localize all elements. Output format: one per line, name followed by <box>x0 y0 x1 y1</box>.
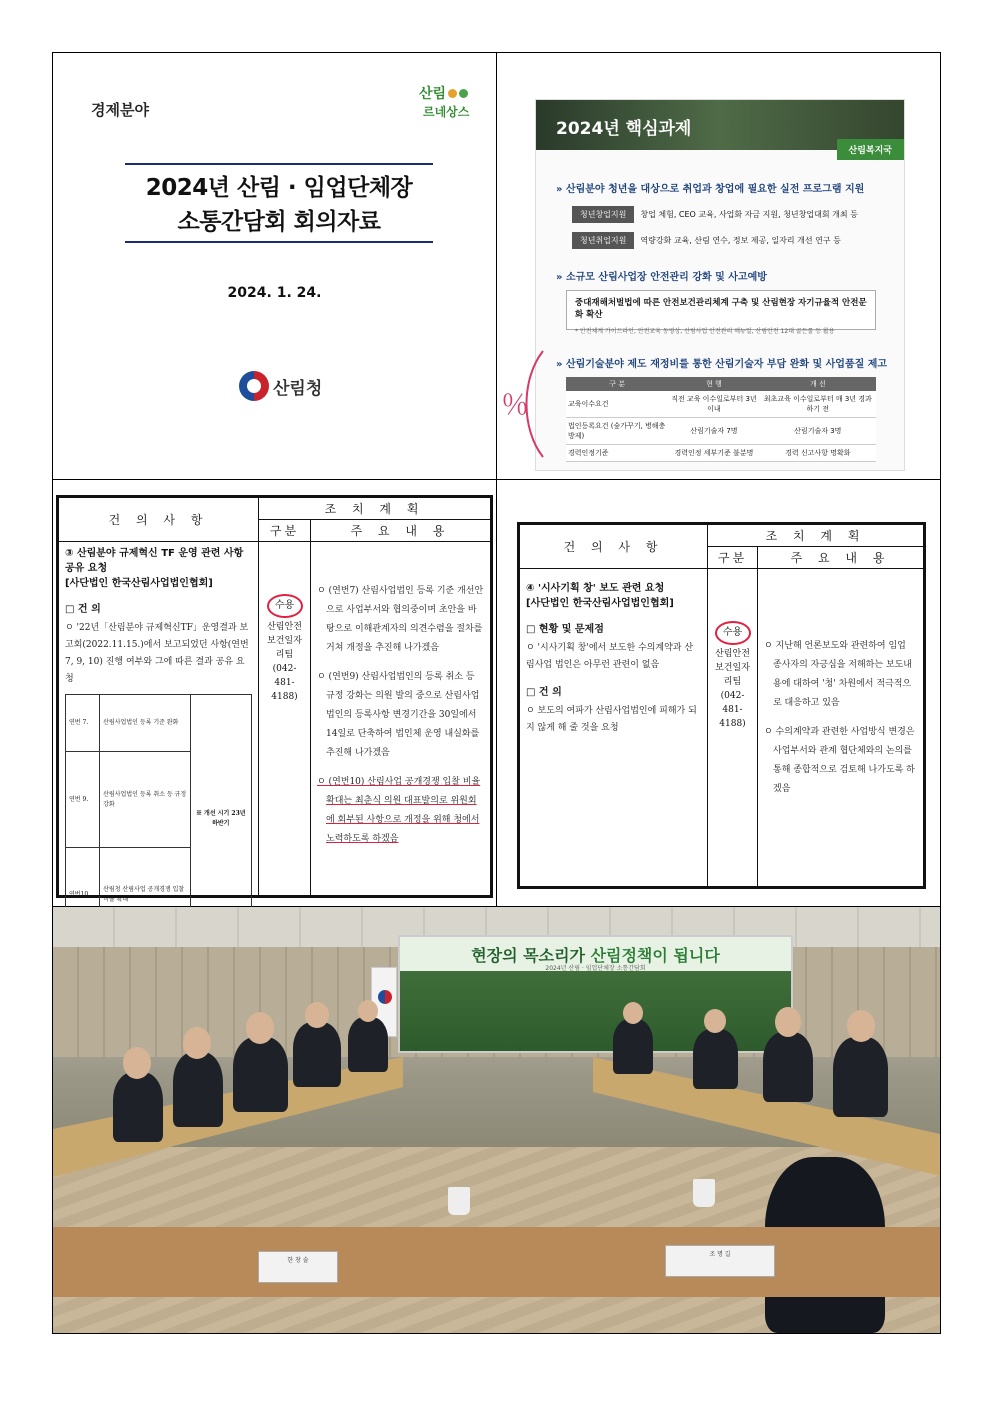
proposal-table-4: 건 의 사 항 조 치 계 획 구분 주 요 내 용 ④ '시사기획 창' 보도 관련 요청 [사단법인 한국산림사업법인협회] □ 현황 및 문제점 ㅇ '시사기획 창'에서 보도한 수의계약과 산림사업 법인은 아무런 관련이 없음 □ 건 의 ㅇ 보도의 여파가 산림사업법인에 피해가 되지 않게 해 줄 것을 요청 수용 산림안전보건일자리팀 (042-481-4188) ㅇ 지난해 언론보도와 관련하여 임업 종사자의 자긍심을 저해하는 보도내용에 대하여 '청' 차원에서 적극적으로 대응하고 있음 ㅇ 수의계약과 관련한 사업방식 변경은 사업부서와 관계 협단체와의 논의를 통해 종합적으로 검토해 나가도록 하겠음 <box>517 522 926 889</box>
government-emblem-icon <box>239 371 269 401</box>
content-cell: ㅇ 지난해 언론보도와 관련하여 임업 종사자의 자긍심을 저해하는 보도내용에 대하여 '청' 차원에서 적극적으로 대응하고 있음 ㅇ 수의계약과 관련한 사업방식 변경은 사업부서와 관계 협단체와의 논의를 통해 종합적으로 검토해 나가도록 하겠음 <box>758 569 924 887</box>
meeting-photo <box>53 907 940 1333</box>
slide-section-1: » 산림분야 청년을 대상으로 취업과 창업에 필요한 실전 프로그램 지원 <box>556 180 864 195</box>
slide-banner <box>536 100 904 156</box>
accepted-mark: 수용 <box>267 594 303 618</box>
attendee <box>763 1032 813 1102</box>
handwritten-mark: ％ <box>501 388 530 421</box>
title-rule-bottom <box>125 241 433 243</box>
safety-box: 중대재해처벌법에 따른 안전보건관리체계 구축 및 산림현장 자기규율적 안전문화 확산 * 안전체계 가이드라인, 안전교육 동영상, 산림사업 안전관리 매뉴얼, 산림안전 12대 골든룰 등 활용 <box>566 290 876 330</box>
category-label: 경제분야 <box>91 101 149 119</box>
attendee <box>693 1029 738 1089</box>
content-cell: ㅇ (연번7) 산림사업법인 등록 기준 개선안으로 사업부서와 협의중이며 초안을 바탕으로 이해관계자의 의견수렴을 절차를 거쳐 개정을 추진해 나가겠음 ㅇ (연번9) 산림사업법인의 등록 취소 등 규정 강화는 의원 발의 중으로 산림사업법인의 등록사항 변경기간을 30일에서 14일로 단축하여 법인체 운영 내실화를 추진해 나가겠음 ㅇ (연번10) 산림사업 공개경쟁 입찰 비율 확대는 최춘식 의원 대표발의로 위원회에 회부된 사항으로 개정을 위해 청에서 노력하도록 하겠음 <box>311 542 491 896</box>
attendee <box>233 1037 288 1112</box>
attendee <box>613 1019 653 1074</box>
department-badge: 산림복지국 <box>837 139 904 160</box>
header-proposal: 건 의 사 항 <box>59 498 259 542</box>
table-row: 교육이수요건 직전 교육 이수일로부터 3년 이내 최초교육 이수일로부터 매 3년 경과하기 전 <box>566 391 876 418</box>
renaissance-logo: 산림 르네상스 <box>419 86 470 119</box>
paper-cup <box>693 1179 715 1207</box>
title-rule-top <box>125 163 433 165</box>
table-front <box>53 1227 940 1297</box>
table-row: 경력인정기준 경력인정 세부기준 불분명 경력 신고사항 명확화 <box>566 445 876 462</box>
category-cell: 수용 산림안전보건일자리팀 (042-481-4188) <box>708 569 758 887</box>
paper-cup <box>448 1187 470 1215</box>
org-logo <box>239 371 322 401</box>
slide-panel <box>497 53 940 479</box>
attendee <box>293 1022 341 1087</box>
nameplate: 조 명 길 <box>665 1245 775 1277</box>
cover-panel <box>53 53 496 479</box>
cover-title-line1: 2024년 산림 · 임업단체장 <box>145 175 413 201</box>
banner-screen: 현장의 목소리가 산림정책이 됩니다 2024년 산림 · 임업단체장 소통간담회 <box>398 935 793 1053</box>
attendee <box>113 1072 163 1142</box>
forestry-tech-table: 구 분 현 행 개 선 교육이수요건 직전 교육 이수일로부터 3년 이내 최초교육 이수일로부터 매 3년 경과하기 전 법인등록요건 (숲가꾸기, 병해충방제) 산림기술자 7명 산림기술자 3명 경력인정기준 경력인정 세부기준 불분명 경력 신고사항 명확화 <box>566 377 876 462</box>
proposal-cell: ④ '시사기획 창' 보도 관련 요청 [사단법인 한국산림사업법인협회] □ 현황 및 문제점 ㅇ '시사기획 창'에서 보도한 수의계약과 산림사업 법인은 아무런 관련이 없음 □ 건 의 ㅇ 보도의 여파가 산림사업법인에 피해가 되지 않게 해 줄 것을 요청 <box>520 569 708 887</box>
table-row: 법인등록요건 (숲가꾸기, 병해충방제) 산림기술자 7명 산림기술자 3명 <box>566 418 876 445</box>
divider-vertical-middle <box>496 479 497 906</box>
cover-title-line2: 소통간담회 회의자료 <box>177 209 381 235</box>
nameplate: 한 창 술 <box>258 1251 338 1283</box>
proposal-cell: ③ 산림분야 규제혁신 TF 운영 관련 사항 공유 요청 [사단법인 한국산림사업법인협회] □ 건 의 ㅇ '22년「산림분야 규제혁신TF」운영결과 보고회(2022.11.15.)에서 보고되었던 사항(연번7, 9, 10) 진행 여부와 그에 따른 결과 공유 요청 연번 7. 산림사업법인 등록 기준 완화 ※ 개선 시기 23년 하반기 연번 9. 산림사업법인 등록 취소 등 규정 강화 연번10. 산림청 산림사업 공개경쟁 입찰 비율 확대 <box>59 542 259 896</box>
slide-section-3: » 산림기술분야 제도 재정비를 통한 산림기술자 부담 완화 및 사업품질 제고 <box>556 355 887 370</box>
header-content: 주 요 내 용 <box>311 520 491 542</box>
category-cell: 수용 산림안전보건일자리팀 (042-481-4188) <box>259 542 311 896</box>
handwritten-bracket <box>517 349 547 459</box>
key-tasks-slide <box>535 99 905 471</box>
proposal-table-3 <box>56 495 493 904</box>
slide-row-employment: 청년취업지원 역량강화 교육, 산림 연수, 정보 제공, 일자리 개선 연구 등 <box>572 232 841 249</box>
accepted-mark: 수용 <box>715 621 751 645</box>
header-plan: 조 치 계 획 <box>259 498 491 520</box>
cover-date: 2024. 1. 24. <box>227 285 322 301</box>
attendee <box>348 1017 388 1072</box>
slide-row-startup: 청년창업지원 창업 체험, CEO 교육, 사업화 자금 지원, 청년창업대회 개최 등 <box>572 206 858 223</box>
header-category: 구분 <box>259 520 311 542</box>
attendee <box>173 1052 223 1127</box>
sub-items-table: 연번 7. 산림사업법인 등록 기준 완화 ※ 개선 시기 23년 하반기 연번 9. 산림사업법인 등록 취소 등 규정 강화 연번10. 산림청 산림사업 공개경쟁 입찰 비율 확대 <box>65 694 252 1039</box>
attendee <box>833 1037 888 1117</box>
org-name: 산림청 <box>273 378 323 399</box>
slide-title: 2024년 핵심과제 <box>556 119 692 139</box>
slide-section-2: » 소규모 산림사업장 안전관리 강화 및 사고예방 <box>556 268 767 283</box>
